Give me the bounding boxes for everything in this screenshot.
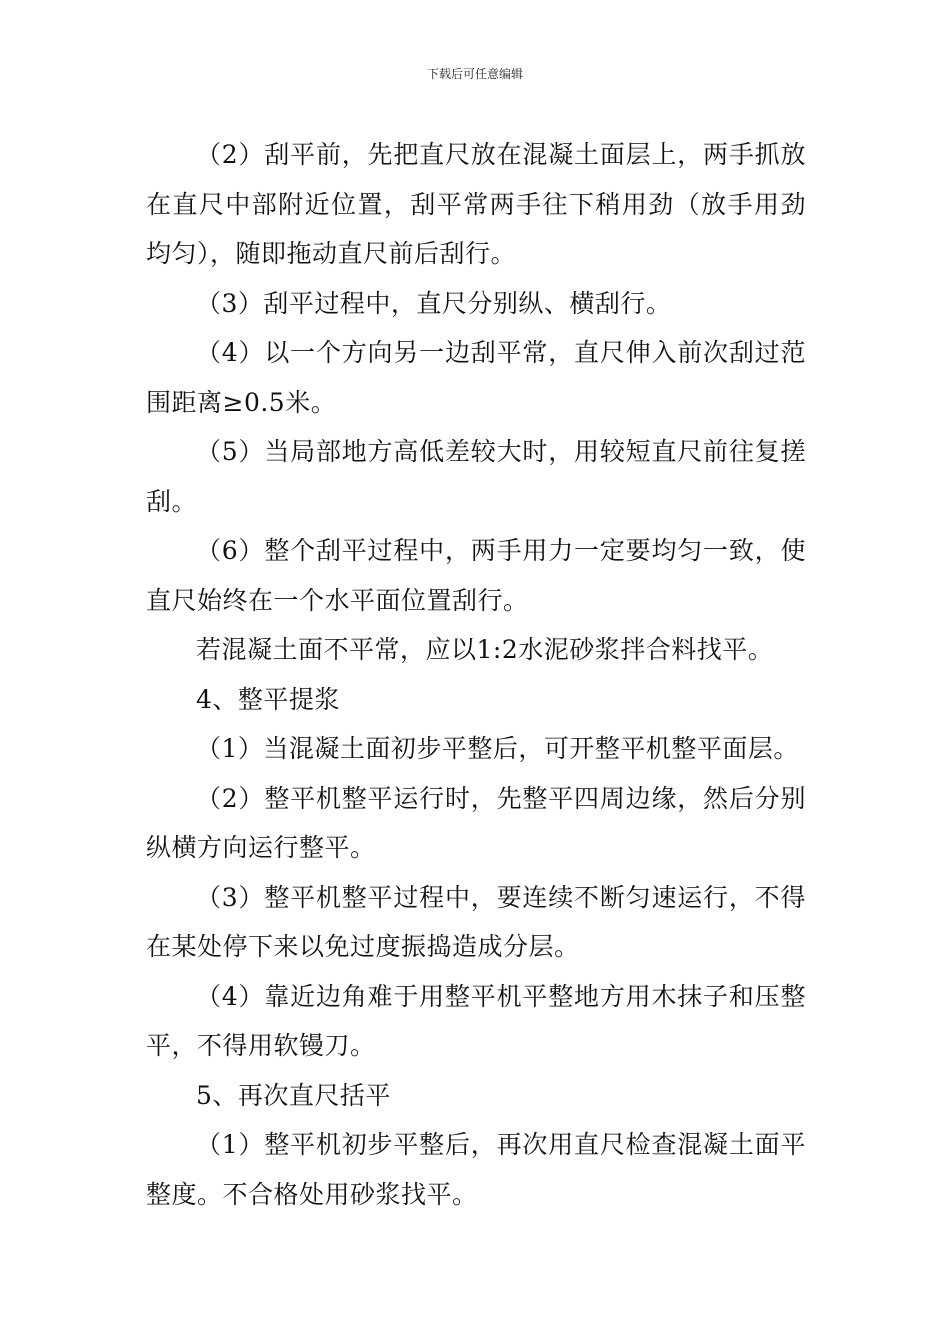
paragraph-scrape-step-4: （4）以一个方向另一边刮平常，直尺伸入前次刮过范围距离≥0.5米。 (146, 338, 806, 417)
paragraph-level-step-1: （1）当混凝土面初步平整后，可开整平机整平面层。 (196, 734, 799, 763)
paragraph-scrape-step-5: （5）当局部地方高低差较大时，用较短直尺前往复搓刮。 (146, 437, 806, 516)
paragraph-scrape-step-3: （3）刮平过程中，直尺分别纵、横刮行。 (196, 288, 672, 318)
paragraph-level-step-4: （4）靠近边角难于用整平机平整地方用木抹子和压整平，不得用软镘刀。 (146, 981, 806, 1060)
section-heading-4: 4、整平提浆 (196, 684, 340, 714)
paragraph-scrape-step-6: （6）整个刮平过程中，两手用力一定要均匀一致，使直尺始终在一个水平面位置刮行。 (146, 536, 806, 615)
paragraph-scrape-step-2: （2）刮平前，先把直尺放在混凝土面层上，两手抓放在直尺中部附近位置，刮平常两手往下稍用劲（放手用劲均匀），随即拖动直尺前后刮行。 (146, 140, 806, 268)
page-header: 下载后可任意编辑 (426, 67, 523, 81)
document-body (146, 130, 806, 1219)
paragraph-level-step-2: （2）整平机整平运行时，先整平四周边缘，然后分别纵横方向运行整平。 (146, 783, 806, 862)
paragraph-mortar-note: 若混凝土面不平常，应以1:2水泥砂浆拌合料找平。 (196, 635, 774, 664)
section-heading-5: 5、再次直尺括平 (196, 1080, 391, 1110)
paragraph-recheck-step-1: （1）整平机初步平整后，再次用直尺检查混凝土面平整度。不合格处用砂浆找平。 (146, 1130, 806, 1209)
paragraph-level-step-3: （3）整平机整平过程中，要连续不断匀速运行，不得在某处停下来以免过度振捣造成分层。 (146, 882, 806, 961)
